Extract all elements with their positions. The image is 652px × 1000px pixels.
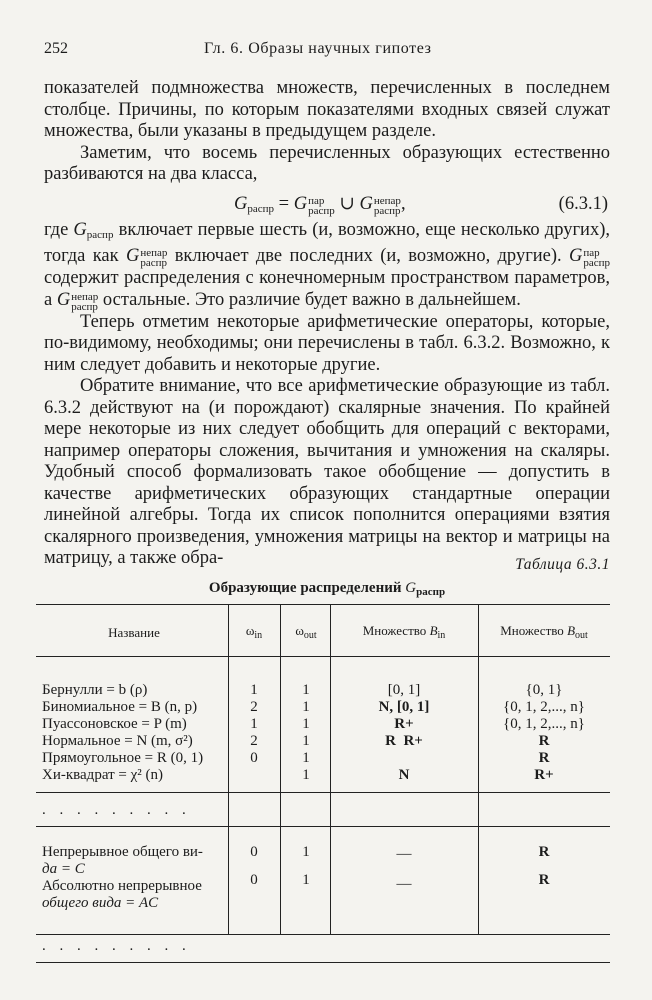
table-cell: N	[398, 767, 410, 783]
table-cell: 1	[302, 872, 310, 888]
table-ellipsis-row: . . . . . . . . .	[42, 938, 191, 954]
table-row-name-continuous: Непрерывное общего ви- да = C	[42, 844, 203, 877]
page-number: 252	[44, 40, 68, 57]
table-cell: {0, 1, 2,..., n}	[503, 699, 585, 715]
table-ellipsis-row: . . . . . . . . .	[42, 802, 191, 818]
table-cell: 1	[250, 682, 258, 698]
table-cell: R	[538, 750, 550, 766]
paragraph-4: Теперь отметим некоторые арифметические операторы, которые, по-видимому, необходимы; они перечислены в табл. 6.3.2. Возможно, к ним следует добавить и некоторые другие.	[44, 311, 610, 375]
table-row-name-poisson: Пуассоновское = P (m)	[42, 716, 187, 732]
table-cell: 1	[250, 716, 258, 732]
table-cell: R	[538, 844, 550, 860]
paragraph-1: показателей подмножества множеств, перечисленных в последнем столбце. Причины, по которым показателями входных связей служат множества, были указаны в предыдущем разделе.	[44, 78, 610, 141]
table-title: Образующие распределений $G_{распр}$	[208, 580, 446, 598]
col-header-name: Название	[108, 625, 160, 640]
table-row-name-chi-square: Хи-квадрат = χ² (n)	[42, 767, 163, 783]
table-cell: 0	[250, 844, 258, 860]
page-header	[44, 40, 610, 62]
table-cell: R	[538, 872, 550, 888]
equation-6-3-1	[44, 186, 610, 220]
table-cell: 0	[250, 872, 258, 888]
main-text	[44, 78, 610, 570]
table-cell: —	[396, 846, 412, 862]
table-caption: Таблица 6.3.1	[515, 556, 610, 573]
table-cell: R	[538, 733, 550, 749]
table-cell: R R+	[385, 733, 423, 749]
table-row-name-uniform: Прямоугольное = R (0, 1)	[42, 750, 204, 766]
table-cell: R+	[394, 716, 414, 732]
col-header-omega-in: $\omega_{in}$	[245, 623, 263, 641]
table-cell: [0, 1]	[387, 682, 421, 698]
equation-number: (6.3.1)	[558, 193, 608, 214]
table-row-name-abs-continuous: Абсолютно непрерывное общего вида = AC	[42, 878, 202, 911]
table-row-name-normal: Нормальное = N (m, σ²)	[42, 733, 193, 749]
col-header-set-in: Множество $B_{in}$	[362, 623, 446, 641]
table-cell: 0	[250, 750, 258, 766]
table-cell: {0, 1, 2,..., n}	[503, 716, 585, 732]
table-cell: {0, 1}	[525, 682, 563, 698]
table-cell: N, [0, 1]	[378, 699, 430, 715]
table-cell: 1	[302, 767, 310, 783]
table-cell: 1	[302, 844, 310, 860]
col-header-omega-out: $\omega_{out}$	[295, 623, 317, 641]
table-row-name-binomial: Биномиальное = B (n, p)	[42, 699, 198, 715]
table-cell: 2	[250, 733, 258, 749]
table-row-name-bernoulli: Бернулли = b (ρ)	[42, 682, 148, 698]
distributions-table	[36, 604, 610, 964]
equation-body: $G_{распр} = G$ пар распр ∪ G непар распр ,	[234, 193, 406, 217]
table-cell: 1	[302, 733, 310, 749]
table-cell: 1	[302, 699, 310, 715]
col-header-set-out: Множество $B_{out}$	[500, 623, 588, 641]
paragraph-2: Заметим, что восемь перечисленных образующих естественно разбиваются на два класса,	[44, 142, 610, 184]
paragraph-3: где $G_{распр}$ включает первые шесть (и, возможно, еще несколько других), тогда как G непар распр включает две последних (и, возможно, другие). G пар распр содержит распределения с конечномерным пространством параметров, а G непар распр остальные. Это различие будет важно в дальнейшем.	[44, 219, 611, 313]
table-cell: —	[396, 876, 412, 892]
table-cell: 1	[302, 750, 310, 766]
paragraph-5: Обратите внимание, что все арифметические образующие из табл. 6.3.2 действуют на (и порождают) скалярные значения. По крайней мере некоторые из них следует обобщить для операций с векторами, например операторы сложения, вычитания и умножения на скаляры. Удобный способ формализовать такое обобщение — допустить в качестве арифметических образующих стандартные операции линейной алгебры. Тогда их список пополнится операциями взятия скалярного произведения, умножения матрицы на вектор и матрицы на матрицу, а также обра-	[44, 376, 610, 568]
table-cell: 1	[302, 682, 310, 698]
table-cell: R+	[534, 767, 554, 783]
running-title: Гл. 6. Образы научных гипотез	[204, 40, 432, 57]
table-cell: 2	[250, 699, 258, 715]
table-cell: 1	[302, 716, 310, 732]
